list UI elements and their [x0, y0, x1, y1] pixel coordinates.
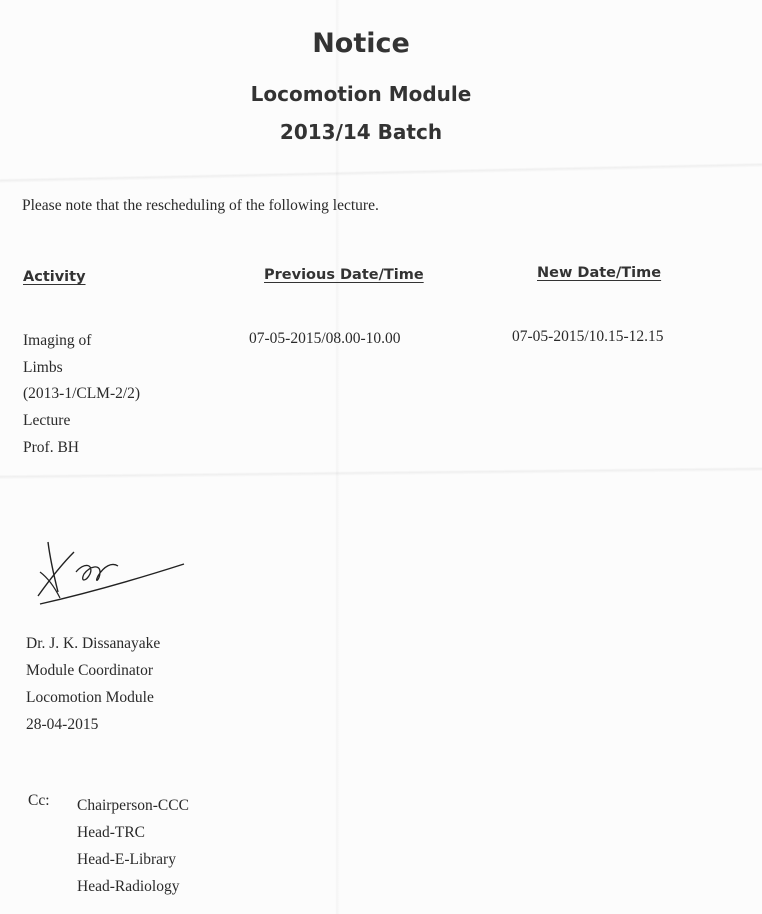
cc-list [77, 792, 189, 900]
activity-line: Imaging of [23, 332, 92, 349]
cc-recipient: Chairperson-CCC [77, 797, 189, 814]
new-datetime: 07-05-2015/10.15-12.15 [512, 328, 664, 345]
header-previous: Previous Date/Time [264, 267, 424, 283]
notice-title: Notice [312, 28, 410, 59]
signer-module: Locomotion Module [26, 689, 154, 706]
cc-recipient: Head-Radiology [77, 878, 180, 895]
cc-recipient: Head-E-Library [77, 851, 176, 868]
activity-line: Prof. BH [23, 438, 79, 456]
activity-cell [23, 328, 140, 462]
previous-datetime: 07-05-2015/08.00-10.00 [249, 330, 401, 347]
signer-date: 28-04-2015 [26, 716, 99, 733]
module-title: Locomotion Module [250, 82, 472, 106]
activity-line: Limbs [23, 358, 63, 376]
activity-line: (2013-1/CLM-2/2) [23, 385, 141, 403]
batch-title: 2013/14 Batch [279, 120, 443, 144]
signer-name: Dr. J. K. Dissanayake [26, 635, 161, 652]
header-activity: Activity [23, 269, 86, 285]
cc-recipient: Head-TRC [77, 824, 146, 841]
header-new: New Date/Time [537, 265, 662, 281]
handwritten-signature [34, 538, 194, 608]
signer-role: Module Coordinator [26, 662, 153, 679]
cc-label: Cc: [28, 792, 50, 809]
activity-line: Lecture [23, 412, 71, 430]
signer-block [26, 630, 160, 738]
intro-text: Please note that the rescheduling of the following lecture. [22, 197, 379, 214]
